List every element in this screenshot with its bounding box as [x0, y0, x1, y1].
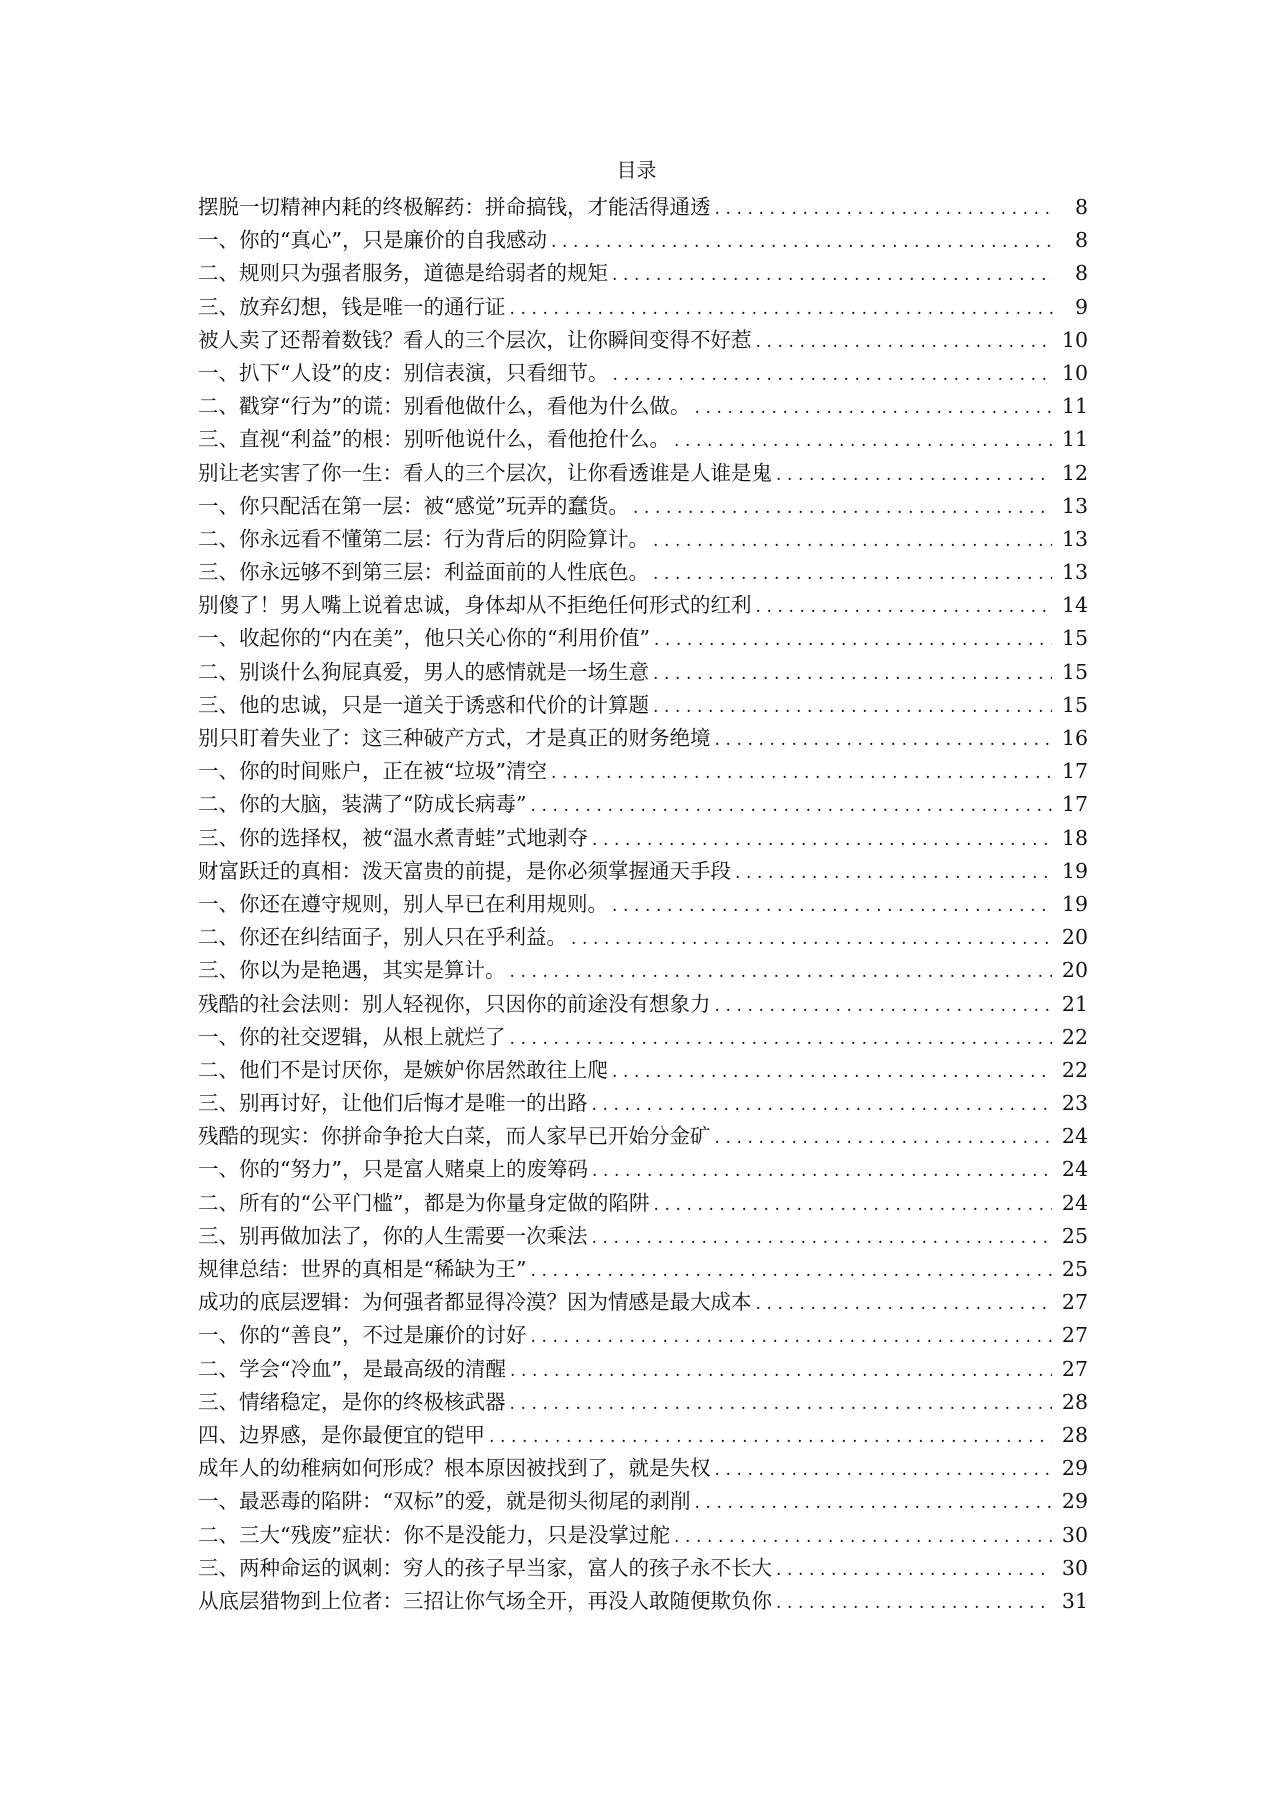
toc-entry-title: 财富跃迁的真相：泼天富贵的前提，是你必须掌握通天手段 [198, 858, 731, 883]
toc-entry-page-number: 30 [1061, 1555, 1088, 1580]
toc-entry-title: 二、规则只为强者服务，道德是给弱者的规矩 [198, 261, 608, 286]
dot-leader [735, 857, 1052, 890]
dot-leader [612, 890, 1052, 923]
dot-leader [653, 658, 1052, 691]
toc-entry-title: 三、直视“利益”的根：别听他说什么，看他抢什么。 [198, 427, 670, 452]
dot-leader [674, 1521, 1052, 1554]
toc-entry-title: 二、你永远看不懂第二层：行为背后的阴险算计。 [198, 526, 649, 551]
dot-leader [776, 1587, 1052, 1620]
toc-entry[interactable] [198, 1220, 1088, 1253]
toc-entry[interactable] [198, 689, 1088, 722]
toc-entry-page-number: 10 [1061, 360, 1088, 385]
toc-entry-title: 三、他的忠诚，只是一道关于诱惑和代价的计算题 [198, 692, 649, 717]
toc-entry-title: 残酷的社会法则：别人轻视你，只因你的前途没有想象力 [198, 991, 711, 1016]
dot-leader [612, 259, 1054, 292]
toc-entry-page-number: 24 [1061, 1124, 1088, 1149]
dot-leader [653, 558, 1052, 591]
toc-entry[interactable] [198, 755, 1088, 788]
toc-entry[interactable] [198, 224, 1088, 257]
toc-entry[interactable] [198, 1485, 1088, 1518]
toc-entry-title: 三、别再做加法了，你的人生需要一次乘法 [198, 1223, 588, 1248]
toc-entry-page-number: 8 [1074, 228, 1088, 253]
toc-entry-title: 四、边界感，是你最便宜的铠甲 [198, 1422, 485, 1447]
toc-entry[interactable] [198, 523, 1088, 556]
toc-entry-title: 一、你的“善良”，不过是廉价的讨好 [198, 1323, 527, 1348]
toc-entry-page-number: 9 [1074, 294, 1088, 319]
toc-entry-page-number: 13 [1061, 560, 1088, 585]
toc-entry-page-number: 22 [1061, 1024, 1088, 1049]
dot-leader [592, 1089, 1052, 1122]
toc-entry-page-number: 23 [1061, 1091, 1088, 1116]
toc-entry-title: 三、你永远够不到第三层：利益面前的人性底色。 [198, 560, 649, 585]
toc-entry[interactable] [198, 1021, 1088, 1054]
toc-entry[interactable] [198, 589, 1088, 622]
toc-entry-title: 三、你以为是艳遇，其实是算计。 [198, 958, 506, 983]
toc-entry-title: 三、放弃幻想，钱是唯一的通行证 [198, 294, 506, 319]
toc-entry[interactable] [198, 788, 1088, 821]
toc-entry[interactable] [198, 1120, 1088, 1153]
toc-entry[interactable] [198, 1253, 1088, 1286]
toc-entry-page-number: 29 [1061, 1489, 1088, 1514]
toc-entry[interactable] [198, 291, 1088, 324]
toc-entry-title: 被人卖了还帮着数钱？看人的三个层次，让你瞬间变得不好惹 [198, 327, 752, 352]
toc-entry-page-number: 24 [1061, 1157, 1088, 1182]
toc-entry-title: 三、你的选择权，被“温水煮青蛙”式地剥夺 [198, 825, 588, 850]
toc-entry[interactable] [198, 921, 1088, 954]
toc-entry[interactable] [198, 1286, 1088, 1319]
toc-entry-page-number: 19 [1061, 891, 1088, 916]
toc-entry-page-number: 28 [1061, 1422, 1088, 1447]
toc-entry-page-number: 8 [1074, 195, 1088, 219]
toc-entry[interactable] [198, 1187, 1088, 1220]
toc-entry-page-number: 11 [1061, 394, 1088, 419]
toc-entry-title: 别让老实害了你一生：看人的三个层次，让你看透谁是人谁是鬼 [198, 460, 772, 485]
dot-leader [592, 824, 1052, 857]
toc-entry-page-number: 10 [1061, 327, 1088, 352]
toc-entry-title: 二、你的大脑，装满了“防成长病毒” [198, 792, 527, 817]
toc-entry-title: 成年人的幼稚病如何形成？根本原因被找到了，就是失权 [198, 1456, 711, 1481]
toc-entry[interactable] [198, 1054, 1088, 1087]
dot-leader [653, 525, 1052, 558]
toc-entry[interactable] [198, 1153, 1088, 1186]
toc-entry-page-number: 20 [1061, 958, 1088, 983]
toc-entry-page-number: 14 [1061, 593, 1088, 618]
dot-leader [612, 1056, 1052, 1089]
toc-entry-page-number: 28 [1061, 1389, 1088, 1414]
toc-entry[interactable] [198, 324, 1088, 357]
toc-entry-page-number: 15 [1061, 659, 1088, 684]
toc-entry-page-number: 13 [1061, 526, 1088, 551]
dot-leader [674, 425, 1052, 458]
toc-entry-page-number: 24 [1061, 1190, 1088, 1215]
toc-entry-title: 一、你只配活在第一层：被“感觉”玩弄的蠢货。 [198, 493, 629, 518]
toc-entry[interactable] [198, 954, 1088, 987]
toc-entry[interactable] [198, 656, 1088, 689]
toc-entry-page-number: 27 [1061, 1356, 1088, 1381]
dot-leader [653, 1189, 1051, 1222]
toc-entry-title: 一、你的“努力”，只是富人赌桌上的废筹码 [198, 1157, 588, 1182]
toc-entry-page-number: 18 [1061, 825, 1088, 850]
dot-leader [633, 492, 1052, 525]
toc-entry-page-number: 25 [1061, 1223, 1088, 1248]
toc-entry-page-number: 17 [1061, 792, 1088, 817]
toc-entry-page-number: 13 [1061, 493, 1088, 518]
toc-entry[interactable] [198, 556, 1088, 589]
dot-leader [530, 1255, 1051, 1288]
toc-entry-title: 二、所有的“公平门槛”，都是为你量身定做的陷阱 [198, 1190, 650, 1215]
dot-leader [715, 1454, 1052, 1487]
toc-entry-page-number: 25 [1061, 1257, 1088, 1281]
toc-entry-title: 一、扒下“人设”的皮：别信表演，只看细节。 [198, 360, 609, 385]
toc-entry-page-number: 21 [1061, 991, 1088, 1016]
toc-entry-page-number: 15 [1061, 626, 1088, 651]
toc-entry[interactable] [198, 1552, 1088, 1585]
dot-leader [551, 226, 1054, 259]
toc-entry-title: 残酷的现实：你拼命争抢大白菜，而人家早已开始分金矿 [198, 1124, 711, 1149]
toc-entry-page-number: 17 [1061, 759, 1088, 784]
dot-leader [756, 1288, 1052, 1321]
toc-entry-page-number: 8 [1074, 261, 1088, 286]
toc-entry[interactable] [198, 855, 1088, 888]
toc-entry[interactable] [198, 1419, 1088, 1452]
toc-entry-page-number: 29 [1061, 1456, 1088, 1481]
dot-leader [776, 1554, 1052, 1587]
toc-entry[interactable] [198, 1353, 1088, 1386]
toc-entry-page-number: 31 [1061, 1588, 1088, 1613]
toc-entry-title: 三、别再讨好，让他们后悔才是唯一的出路 [198, 1091, 588, 1116]
toc-entry[interactable] [198, 622, 1088, 655]
toc-entry-page-number: 12 [1061, 460, 1088, 485]
toc-entry[interactable] [198, 457, 1088, 490]
toc-entry-title: 一、最恶毒的陷阱：“双标”的爱，就是彻头彻尾的剥削 [198, 1489, 691, 1514]
dot-leader [510, 956, 1052, 989]
toc-entry-title: 二、你还在纠结面子，别人只在乎利益。 [198, 925, 567, 950]
dot-leader [510, 1355, 1052, 1388]
toc-entry-page-number: 22 [1061, 1057, 1088, 1082]
dot-leader [756, 591, 1052, 624]
toc-entry[interactable] [198, 191, 1088, 224]
toc-entry-title: 规律总结：世界的真相是“稀缺为王” [198, 1257, 527, 1281]
toc-entry-page-number: 15 [1061, 692, 1088, 717]
toc-entry-title: 一、你的社交逻辑，从根上就烂了 [198, 1024, 506, 1049]
dot-leader [694, 1487, 1051, 1520]
toc-entry-title: 一、收起你的“内在美”，他只关心你的“利用价值” [198, 626, 650, 651]
toc-entry-title: 三、情绪稳定，是你的终极核武器 [198, 1389, 506, 1414]
toc-entry-title: 二、别谈什么狗屁真爱，男人的感情就是一场生意 [198, 659, 649, 684]
toc-entry-title: 二、学会“冷血”，是最高级的清醒 [198, 1356, 506, 1381]
dot-leader [715, 1122, 1052, 1155]
toc-entry-title: 成功的底层逻辑：为何强者都显得冷漠？因为情感是最大成本 [198, 1290, 752, 1315]
toc-entry-title: 从底层猎物到上位者：三招让你气场全开，再没人敢随便欺负你 [198, 1588, 772, 1613]
toc-entry[interactable] [198, 1319, 1088, 1352]
dot-leader [510, 1388, 1052, 1421]
toc-entry[interactable] [198, 357, 1088, 390]
dot-leader [592, 1155, 1052, 1188]
toc-entry-title: 二、三大“残废”症状：你不是没能力，只是没掌过舵 [198, 1522, 670, 1547]
toc-entry[interactable] [198, 722, 1088, 755]
toc-entry-title: 一、你的时间账户，正在被“垃圾”清空 [198, 759, 547, 784]
dot-leader [653, 691, 1052, 724]
dot-leader [530, 1321, 1051, 1354]
toc-entry[interactable] [198, 822, 1088, 855]
toc-entry[interactable] [198, 257, 1088, 290]
dot-leader [756, 326, 1052, 359]
toc-entry-page-number: 30 [1061, 1522, 1088, 1547]
toc-entry[interactable] [198, 1386, 1088, 1419]
dot-leader [654, 624, 1052, 657]
toc-entry[interactable] [198, 988, 1088, 1021]
toc-entry-page-number: 27 [1061, 1290, 1088, 1315]
dot-leader [489, 1421, 1052, 1454]
dot-leader [592, 1222, 1052, 1255]
dot-leader [715, 193, 1055, 226]
dot-leader [715, 990, 1052, 1023]
toc-entry[interactable] [198, 1452, 1088, 1485]
dot-leader [530, 790, 1051, 823]
toc-entry[interactable] [198, 1585, 1088, 1618]
toc-entry-page-number: 16 [1061, 726, 1088, 750]
toc-entry-title: 摆脱一切精神内耗的终极解药：拼命搞钱，才能活得通透 [198, 195, 711, 219]
toc-entry-title: 二、他们不是讨厌你，是嫉妒你居然敢往上爬 [198, 1057, 608, 1082]
toc-entry-title: 别傻了！男人嘴上说着忠诚，身体却从不拒绝任何形式的红利 [198, 593, 752, 618]
table-of-contents [198, 191, 1088, 1618]
dot-leader [510, 1023, 1052, 1056]
dot-leader [776, 459, 1052, 492]
toc-entry[interactable] [198, 490, 1088, 523]
toc-entry-title: 别只盯着失业了：这三种破产方式，才是真正的财务绝境 [198, 726, 711, 750]
toc-entry-page-number: 20 [1061, 925, 1088, 950]
toc-entry-title: 一、你还在遵守规则，别人早已在利用规则。 [198, 891, 608, 916]
toc-entry-title: 二、戳穿“行为”的谎：别看他做什么，看他为什么做。 [198, 394, 691, 419]
dot-leader [510, 293, 1055, 326]
toc-entry[interactable] [198, 390, 1088, 423]
toc-entry-page-number: 11 [1061, 427, 1088, 452]
dot-leader [715, 724, 1052, 757]
toc-entry-page-number: 27 [1061, 1323, 1088, 1348]
toc-entry-page-number: 19 [1061, 858, 1088, 883]
toc-title: 目录 [616, 158, 657, 182]
toc-entry-title: 一、你的“真心”，只是廉价的自我感动 [198, 228, 547, 253]
toc-entry[interactable] [198, 1519, 1088, 1552]
dot-leader [571, 923, 1052, 956]
toc-entry[interactable] [198, 423, 1088, 456]
toc-entry-title: 三、两种命运的讽刺：穷人的孩子早当家，富人的孩子永不长大 [198, 1555, 772, 1580]
dot-leader [612, 359, 1051, 392]
toc-entry[interactable] [198, 888, 1088, 921]
dot-leader [694, 392, 1051, 425]
dot-leader [551, 757, 1052, 790]
toc-entry[interactable] [198, 1087, 1088, 1120]
